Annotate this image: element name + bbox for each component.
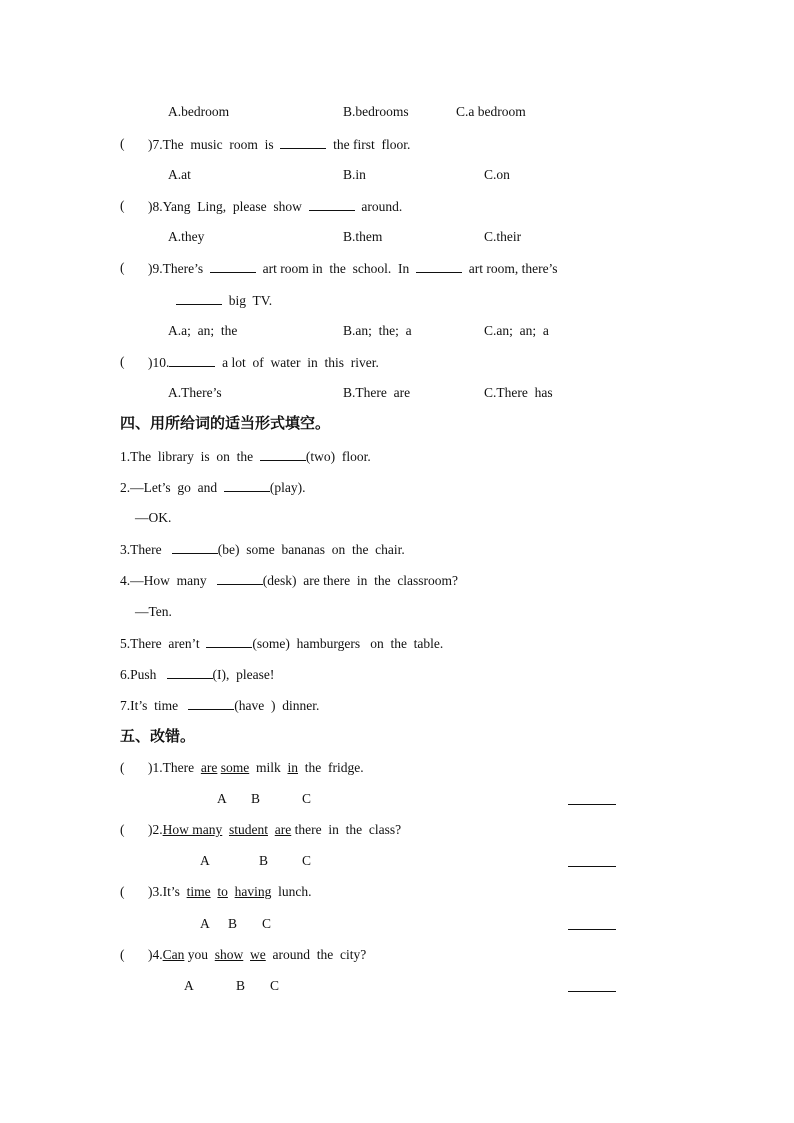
q8-option-b: B.them <box>343 229 383 244</box>
s5-q2-letter-b: B <box>259 853 269 868</box>
s5-q2-answer-blank <box>568 852 616 867</box>
q7-option-b: B.in <box>343 167 366 182</box>
section4-title: 四、用所给词的适当形式填空。 <box>120 414 331 432</box>
s5-q1-paren: ( <box>120 760 125 775</box>
q10-option-a: A.There’s <box>168 385 222 400</box>
q7-option-a: A.at <box>168 167 191 182</box>
q10-option-c: C.There has <box>484 385 553 400</box>
s5-q4-letter-b: B <box>236 978 246 993</box>
q7-option-c: C.on <box>484 167 510 182</box>
s4-item-1: 1.The library is on the (two) floor. <box>120 449 371 464</box>
q9-option-b: B.an; the; a <box>343 323 412 338</box>
s5-q4-letter-a: A <box>184 978 194 993</box>
s4-item-3: 3.There (be) some bananas on the chair. <box>120 542 405 557</box>
s5-q1-letter-c: C <box>302 791 312 806</box>
q8-option-c: C.their <box>484 229 522 244</box>
q9-option-c: C.an; an; a <box>484 323 549 338</box>
q9-paren: ( <box>120 260 125 275</box>
q10-option-b: B.There are <box>343 385 411 400</box>
s5-q2-paren: ( <box>120 822 125 837</box>
s5-q4-paren: ( <box>120 947 125 962</box>
q9-line2: big TV. <box>176 292 272 309</box>
s5-q4-letter-c: C <box>270 978 280 993</box>
q8-text: )8.Yang Ling, please show around. <box>148 199 403 214</box>
s5-q4-text: )4.Can you show we around the city? <box>148 947 367 962</box>
q8-option-a: A.they <box>168 229 205 244</box>
s5-q2-letter-c: C <box>302 853 312 868</box>
s5-q3-letter-a: A <box>200 916 210 931</box>
s5-q1-letter-b: B <box>251 791 261 806</box>
s5-q2-letter-a: A <box>200 853 210 868</box>
s4-item-2: 2.—Let’s go and (play). <box>120 480 306 495</box>
s4-item-6: 6.Push (I), please! <box>120 667 275 682</box>
q7-text: )7.The music room is the first floor. <box>148 137 411 152</box>
s5-q4-answer-blank <box>568 977 616 992</box>
s5-q2-text: )2.How many student are there in the class? <box>148 822 402 837</box>
s5-q3-letter-b: B <box>228 916 238 931</box>
s4-item-2-reply: —OK. <box>135 510 172 525</box>
s4-item-5: 5.There aren’t (some) hamburgers on the table. <box>120 636 444 651</box>
q6-option-c: C.a bedroom <box>456 104 526 119</box>
s5-q3-paren: ( <box>120 884 125 899</box>
section5-title: 五、改错。 <box>120 727 196 745</box>
s5-q1-answer-blank <box>568 790 616 805</box>
q10-paren: ( <box>120 354 125 369</box>
q9-option-a: A.a; an; the <box>168 323 238 338</box>
s4-item-7: 7.It’s time (have ) dinner. <box>120 698 320 713</box>
q6-option-b: B.bedrooms <box>343 104 409 119</box>
s4-item-4-reply: —Ten. <box>135 604 172 619</box>
s4-item-4: 4.—How many (desk) are there in the classroom? <box>120 573 459 588</box>
s5-q3-letter-c: C <box>262 916 272 931</box>
q7-paren: ( <box>120 136 125 151</box>
s5-q3-text: )3.It’s time to having lunch. <box>148 884 312 899</box>
s5-q1-letter-a: A <box>217 791 227 806</box>
s5-q1-text: )1.There are some milk in the fridge. <box>148 760 364 775</box>
q10-text: )10. a lot of water in this river. <box>148 355 379 370</box>
q6-option-a: A.bedroom <box>168 104 230 119</box>
q9-text: )9.There’s art room in the school. In art room, there’s <box>148 261 558 276</box>
q8-paren: ( <box>120 198 125 213</box>
s5-q3-answer-blank <box>568 915 616 930</box>
